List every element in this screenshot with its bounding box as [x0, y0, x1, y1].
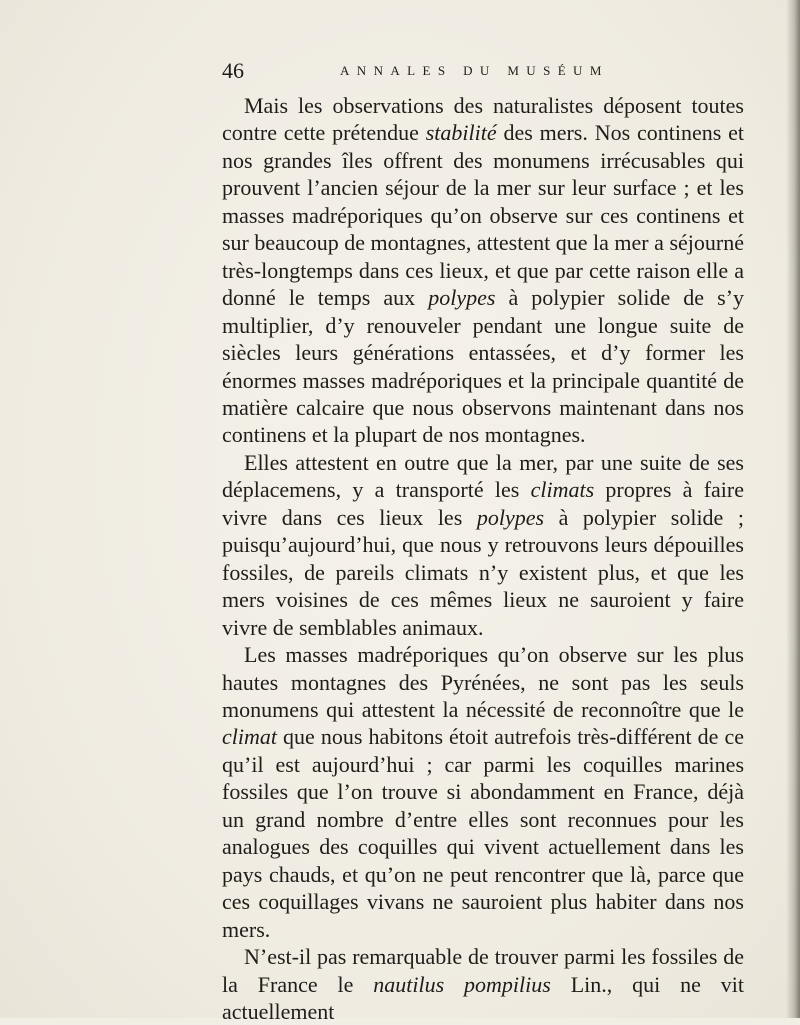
italic-term: climat [222, 724, 277, 750]
paragraph-2 [222, 449, 744, 641]
text-segment: à polypier solide ; puisqu’aujourd’hui, que nous y retrouvons leurs dépouilles fossiles, de pareils climats n’y existent plus, et que les mers voisines de ces mêmes lieux ne sauroient y faire vivre de semblables animaux. [222, 504, 744, 640]
italic-term: stabilité [425, 120, 497, 146]
italic-term: climats [530, 477, 595, 503]
text-segment: N’est-il pas remarquable de trouver parmi les fossiles de la France le [222, 944, 744, 997]
text-segment: Les masses madréporiques qu’on observe sur les plus hautes montagnes des Pyrénées, ne sont pas les seuls monumens qui attestent la nécessité de reconnoître que le [222, 642, 744, 722]
page-edge-shadow [786, 0, 800, 1018]
page-header [222, 56, 742, 86]
paragraph-4 [222, 943, 744, 1025]
italic-term: nautilus pompilius [373, 971, 551, 997]
page-number: 46 [222, 58, 244, 83]
paragraph-1 [222, 92, 744, 449]
text-segment: Lin., qui ne vit actuellement [222, 971, 745, 1024]
paragraph-3 [222, 641, 744, 943]
italic-term: polypes [428, 285, 496, 311]
italic-term: polypes [476, 504, 545, 530]
text-segment: Mais les observations des naturalistes déposent toutes contre cette prétendue [222, 93, 744, 146]
body-text [222, 92, 744, 1025]
running-head: ANNALES DU MUSÉUM [340, 63, 609, 78]
text-segment: propres à faire vivre dans ces lieux les [222, 477, 744, 530]
text-segment: Elles attestent en outre que la mer, par une suite de ses déplacemens, y a transporté les [222, 449, 744, 503]
text-segment: des mers. Nos continens et nos grandes îles offrent des monumens irrécusables qui prouvent l’ancien séjour de la mer sur leur surface ; et les masses madréporiques qu’on observe sur ces continens et sur beaucoup de montagnes, attestent que la mer a séjourné très-longtemps dans ces lieux, et que par cette raison elle a donné le temps aux [222, 120, 745, 311]
text-segment: à polypier solide de s’y multiplier, d’y renouveler pendant une longue suite de siècles leurs générations entassées, et d’y former les énormes masses madréporiques et la principale quantité de matière calcaire que nous observons maintenant dans nos continens et la plupart de nos montagnes. [222, 285, 744, 448]
text-segment: que nous habitons étoit autrefois très-différent de ce qu’il est aujourd’hui ; car parmi les coquilles marines fossiles que l’on trouve si abondamment en France, déjà un grand nombre d’entre elles sont reconnues pour les analogues des coquilles qui vivent actuellement dans les pays chauds, et qu’on ne peut rencontrer que là, parce que ces coquillages vivans ne sauroient plus habiter dans nos mers. [222, 724, 744, 942]
